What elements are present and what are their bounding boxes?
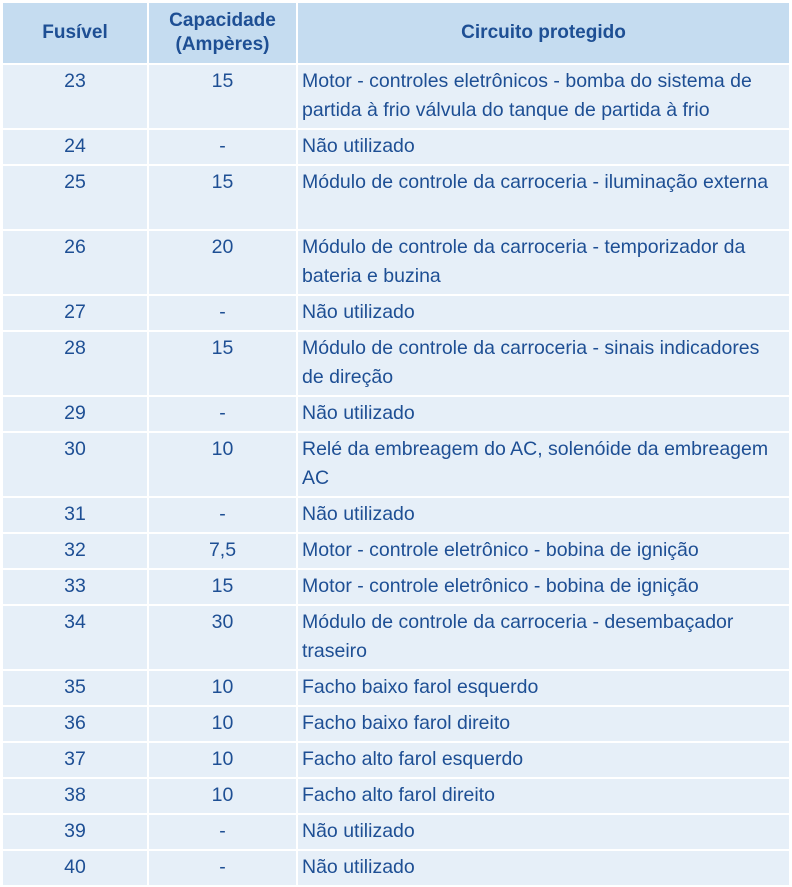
fuse-number-cell: 39	[2, 814, 148, 850]
fuse-number-cell: 25	[2, 165, 148, 230]
table-row	[2, 778, 790, 814]
circuit-cell: Motor - controle eletrônico - bobina de ignição	[297, 533, 790, 569]
capacity-cell: -	[148, 129, 297, 165]
header-capacity-line2: (Ampères)	[175, 34, 270, 55]
capacity-cell: 15	[148, 569, 297, 605]
fuse-number-cell: 23	[2, 64, 148, 129]
fuse-number-cell: 31	[2, 497, 148, 533]
table-row	[2, 569, 790, 605]
table-row	[2, 533, 790, 569]
table-row	[2, 432, 790, 497]
circuit-cell: Não utilizado	[297, 850, 790, 886]
circuit-cell: Motor - controle eletrônico - bobina de ignição	[297, 569, 790, 605]
table-row	[2, 165, 790, 230]
header-capacity-line1: Capacidade	[169, 10, 276, 31]
capacity-cell: -	[148, 396, 297, 432]
fuse-number-cell: 29	[2, 396, 148, 432]
fuse-number-cell: 36	[2, 706, 148, 742]
table-row	[2, 742, 790, 778]
table-row	[2, 64, 790, 129]
fuse-number-cell: 35	[2, 670, 148, 706]
table-row	[2, 129, 790, 165]
capacity-cell: 15	[148, 64, 297, 129]
fuse-number-cell: 26	[2, 230, 148, 295]
circuit-cell: Motor - controles eletrônicos - bomba do sistema de partida à frio válvula do tanque de partida à frio	[297, 64, 790, 129]
table-row	[2, 497, 790, 533]
fuse-number-cell: 30	[2, 432, 148, 497]
table-row	[2, 331, 790, 396]
capacity-cell: 10	[148, 432, 297, 497]
circuit-cell: Facho baixo farol direito	[297, 706, 790, 742]
fuse-number-cell: 40	[2, 850, 148, 886]
table-row	[2, 295, 790, 331]
table-row	[2, 850, 790, 886]
fuse-number-cell: 32	[2, 533, 148, 569]
capacity-cell: -	[148, 497, 297, 533]
table-row	[2, 814, 790, 850]
capacity-cell: 10	[148, 742, 297, 778]
capacity-cell: 15	[148, 331, 297, 396]
capacity-cell: 15	[148, 165, 297, 230]
circuit-cell: Facho baixo farol esquerdo	[297, 670, 790, 706]
fuse-number-cell: 34	[2, 605, 148, 670]
capacity-cell: 20	[148, 230, 297, 295]
table-row	[2, 706, 790, 742]
fuse-table	[1, 1, 791, 887]
header-circuit: Circuito protegido	[297, 2, 790, 64]
circuit-cell: Não utilizado	[297, 497, 790, 533]
fuse-number-cell: 28	[2, 331, 148, 396]
circuit-cell: Módulo de controle da carroceria - sinais indicadores de direção	[297, 331, 790, 396]
capacity-cell: -	[148, 814, 297, 850]
circuit-cell: Não utilizado	[297, 814, 790, 850]
capacity-cell: 10	[148, 778, 297, 814]
capacity-cell: 30	[148, 605, 297, 670]
capacity-cell: -	[148, 850, 297, 886]
circuit-cell: Módulo de controle da carroceria - desembaçador traseiro	[297, 605, 790, 670]
fuse-number-cell: 24	[2, 129, 148, 165]
capacity-cell: 10	[148, 706, 297, 742]
table-row	[2, 670, 790, 706]
table-row	[2, 396, 790, 432]
header-capacity	[148, 2, 297, 64]
fuse-number-cell: 37	[2, 742, 148, 778]
table-row	[2, 230, 790, 295]
header-fuse: Fusível	[2, 2, 148, 64]
circuit-cell: Facho alto farol direito	[297, 778, 790, 814]
circuit-cell: Módulo de controle da carroceria - iluminação externa	[297, 165, 790, 230]
capacity-cell: -	[148, 295, 297, 331]
table-row	[2, 605, 790, 670]
circuit-cell: Módulo de controle da carroceria - temporizador da bateria e buzina	[297, 230, 790, 295]
circuit-cell: Relé da embreagem do AC, solenóide da embreagem AC	[297, 432, 790, 497]
capacity-cell: 10	[148, 670, 297, 706]
fuse-number-cell: 33	[2, 569, 148, 605]
fuse-number-cell: 38	[2, 778, 148, 814]
circuit-cell: Facho alto farol esquerdo	[297, 742, 790, 778]
table-body	[2, 64, 790, 886]
circuit-cell: Não utilizado	[297, 129, 790, 165]
circuit-cell: Não utilizado	[297, 396, 790, 432]
table-header	[2, 2, 790, 64]
capacity-cell: 7,5	[148, 533, 297, 569]
circuit-cell: Não utilizado	[297, 295, 790, 331]
header-row	[2, 2, 790, 64]
fuse-number-cell: 27	[2, 295, 148, 331]
